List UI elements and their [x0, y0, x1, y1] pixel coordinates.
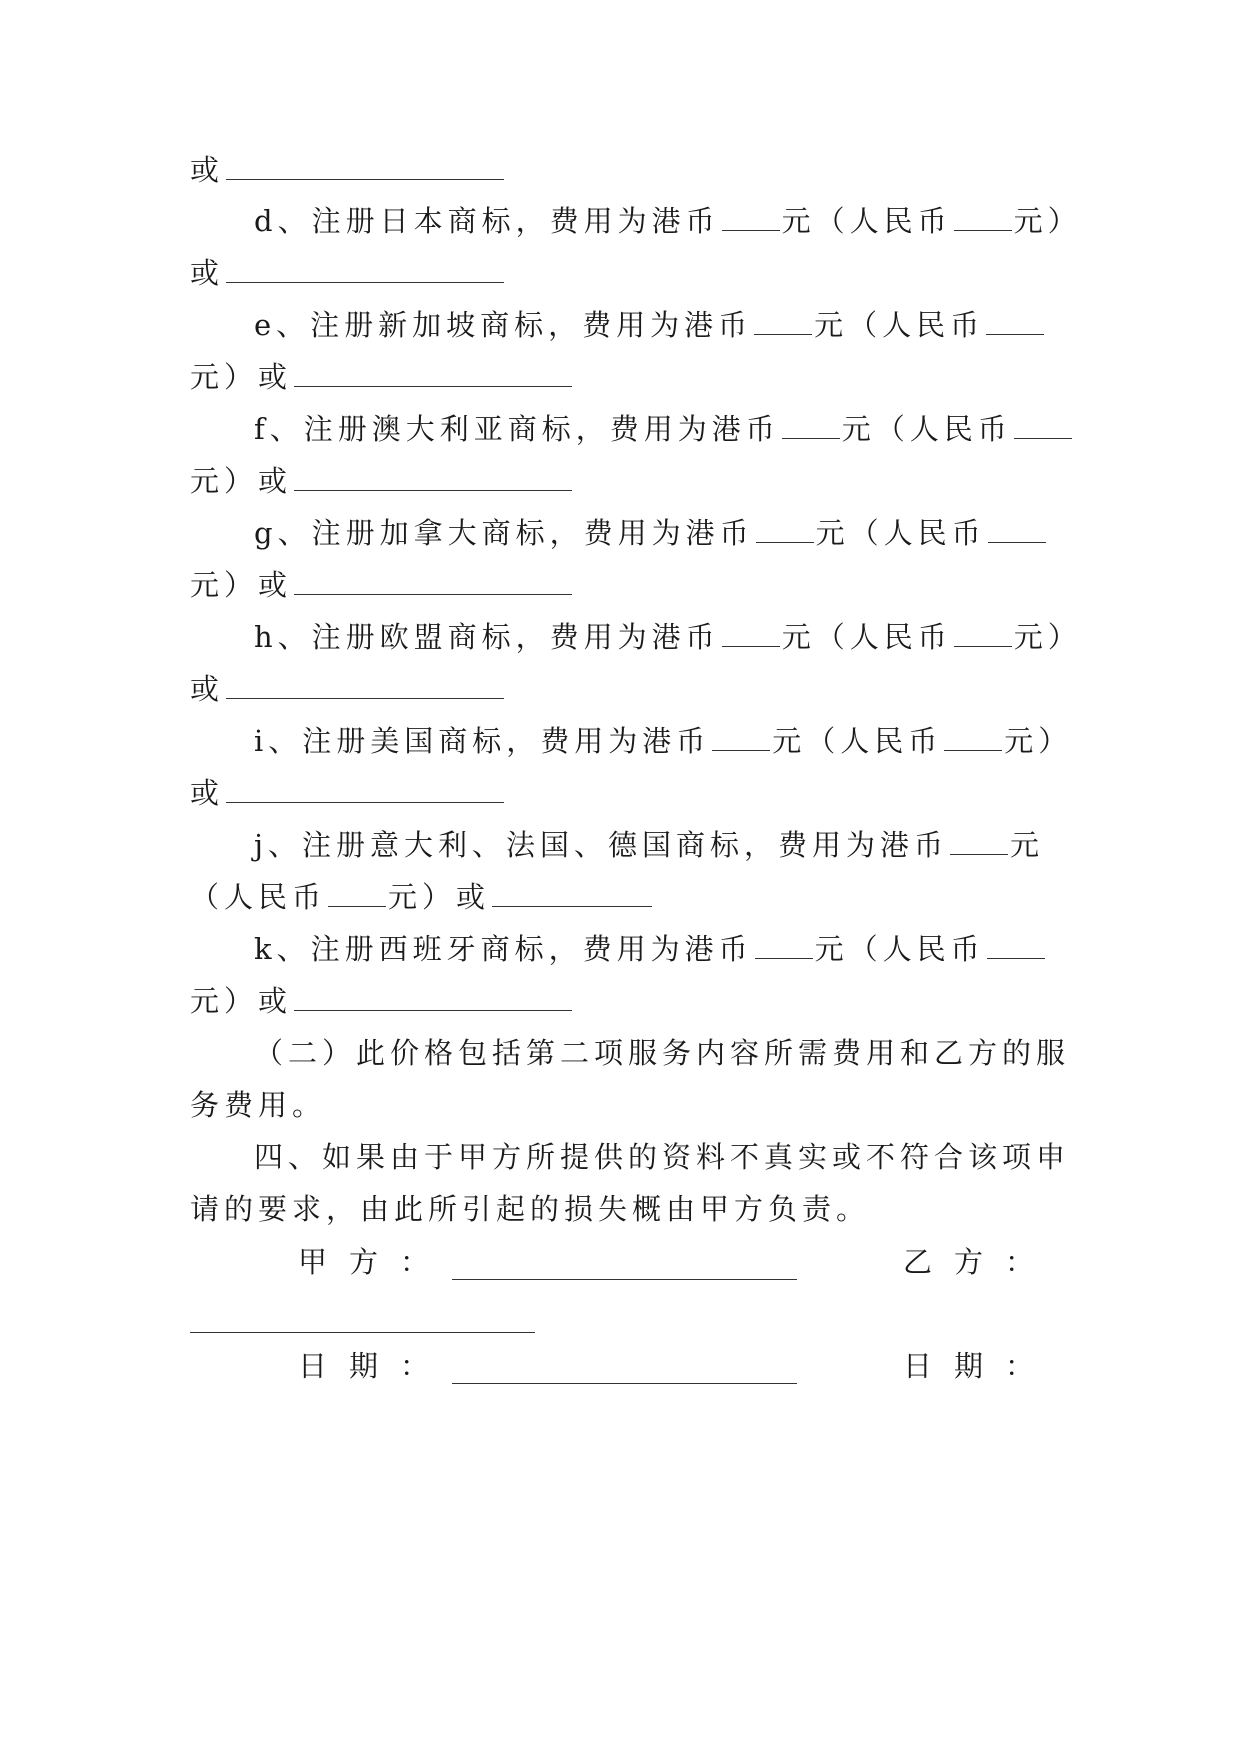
line-text: 元（人民币: [781, 620, 952, 654]
fill-blank: [755, 930, 813, 959]
date-a-line: [452, 1383, 797, 1384]
line-text: k、注册西班牙商标，费用为港币: [254, 932, 753, 966]
document-line: [190, 773, 504, 813]
line-text: 或: [190, 776, 225, 810]
line-text: 元（人民币: [841, 412, 1012, 446]
document-line: [190, 669, 504, 709]
document-line: [190, 877, 652, 917]
line-text: 元: [1010, 828, 1045, 862]
line-text: （二）此价格包括第二项服务内容所需费用和乙方的服: [254, 1036, 1071, 1070]
party-a-signature-line: [452, 1279, 797, 1280]
document-line: [190, 357, 572, 397]
fill-blank: [226, 254, 504, 283]
line-text: 元）或: [190, 984, 293, 1018]
fill-blank: [950, 826, 1008, 855]
line-text: 元（人民币: [772, 724, 943, 758]
fill-blank: [226, 151, 504, 180]
document-line: [190, 1085, 326, 1125]
fill-blank: [986, 306, 1044, 335]
line-text: 四、如果由于甲方所提供的资料不真实或不符合该项申: [254, 1140, 1071, 1174]
line-text: 元）: [1004, 724, 1073, 758]
line-text: i、注册美国商标，费用为港币: [254, 724, 711, 758]
line-text: 元（人民币: [814, 932, 985, 966]
document-line: [254, 201, 1082, 241]
fill-blank: [754, 306, 812, 335]
document-line: [254, 305, 1046, 345]
fill-blank: [987, 930, 1045, 959]
line-text: 元）: [1013, 620, 1082, 654]
document-line: [254, 617, 1082, 657]
line-text: 元（人民币: [814, 308, 985, 342]
line-text: g、注册加拿大商标，费用为港币: [254, 516, 754, 550]
line-text: 元）或: [388, 880, 491, 914]
line-text: 或: [190, 672, 225, 706]
fill-blank: [226, 670, 504, 699]
line-text: f、注册澳大利亚商标，费用为港币: [254, 412, 780, 446]
line-text: 或: [190, 153, 225, 187]
line-text: 务费用。: [190, 1088, 327, 1122]
line-text: 元）或: [190, 360, 293, 394]
fill-blank: [944, 722, 1002, 751]
document-line: [190, 461, 572, 501]
document-line: [254, 929, 1047, 969]
fill-blank: [722, 618, 780, 647]
fill-blank: [1014, 410, 1072, 439]
date-a-label: 日期：: [298, 1349, 452, 1383]
fill-blank: [492, 878, 652, 907]
document-line: [254, 721, 1072, 761]
party-b-label: 乙方：: [903, 1245, 1057, 1279]
fill-blank: [712, 722, 770, 751]
line-text: （人民币: [190, 880, 327, 914]
line-text: 或: [190, 256, 225, 290]
document-line: [190, 150, 504, 190]
line-text: 元）或: [190, 464, 293, 498]
line-text: j、注册意大利、法国、德国商标，费用为港币: [254, 828, 948, 862]
paragraph-price-scope: [254, 1033, 1070, 1073]
fill-blank: [226, 774, 504, 803]
line-text: e、注册新加坡商标，费用为港币: [254, 308, 753, 342]
fill-blank: [328, 878, 386, 907]
date-b-label: 日期：: [903, 1349, 1057, 1383]
fill-blank: [294, 358, 572, 387]
fill-blank: [954, 618, 1012, 647]
document-line: [190, 1189, 870, 1229]
party-b-signature-line: [190, 1332, 535, 1333]
fill-blank: [988, 514, 1046, 543]
line-text: d、注册日本商标，费用为港币: [254, 204, 720, 238]
paragraph-clause-four: [254, 1137, 1070, 1177]
fill-blank: [756, 514, 814, 543]
line-text: 元）: [1013, 204, 1082, 238]
fill-blank: [782, 410, 840, 439]
document-line: [254, 825, 1044, 865]
party-a-label: 甲方：: [298, 1245, 452, 1279]
document-line: [190, 253, 504, 293]
line-text: h、注册欧盟商标，费用为港币: [254, 620, 720, 654]
document-line: [190, 981, 572, 1021]
line-text: 元（人民币: [781, 204, 952, 238]
line-text: 元）或: [190, 568, 293, 602]
document-line: [190, 565, 572, 605]
fill-blank: [954, 202, 1012, 231]
fill-blank: [722, 202, 780, 231]
fill-blank: [294, 566, 572, 595]
line-text: 元（人民币: [815, 516, 986, 550]
fill-blank: [294, 982, 572, 1011]
fill-blank: [294, 462, 572, 491]
line-text: 请的要求，由此所引起的损失概由甲方负责。: [190, 1192, 871, 1226]
document-line: [254, 513, 1048, 553]
document-line: [254, 409, 1074, 449]
